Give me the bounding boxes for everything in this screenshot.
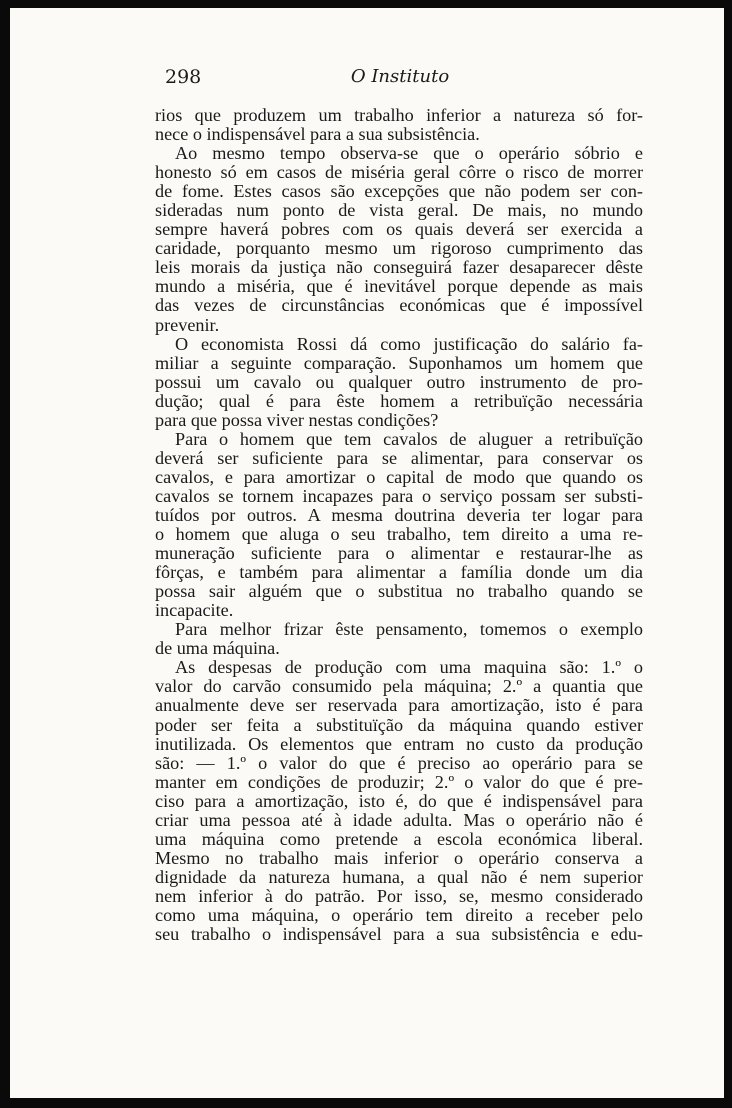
text-line: mundo a miséria, que é inevitável porque depende as mais [155,277,643,297]
text-line: ciso para a amortização, isto é, do que é indispensável para [155,791,643,811]
page-number: 298 [165,66,202,88]
text-line: poder ser feita a substituïção da máquina quando estiver [155,715,643,735]
text-line: tuídos por outros. A mesma doutrina deveria ter logar para [155,505,643,525]
text-line: possa sair alguém que o substitua no trabalho quando se [155,582,643,602]
text-line: nem inferior à do patrão. Por isso, se, mesmo considerado [155,886,643,906]
paragraph [155,106,643,144]
text-line: possui um cavalo ou qualquer outro instrumento de pro- [155,372,643,392]
text-line: Para melhor frizar êste pensamento, tomemos o exemplo [175,620,643,640]
text-line: muneração suficiente para o alimentar e restaurar-lhe as [155,544,643,564]
text-line: prevenir. [155,315,220,335]
text-line: cavalos, e para amortizar o capital de modo que quando os [155,467,643,487]
text-line: anualmente deve ser reservada para amortização, isto é para [155,696,643,716]
text-line: As despesas de produção com uma maquina são: 1.º o [175,658,643,678]
book-page [10,8,724,1098]
text-line: como uma máquina, o operário tem direito a receber pelo [155,905,643,925]
text-line: são: — 1.º o valor do que é preciso ao operário para se [155,753,643,773]
text-line: Ao mesmo tempo observa-se que o operário sóbrio e [175,144,643,164]
text-line: cavalos se tornem incapazes para o serviço possam ser substi- [155,486,643,506]
paragraph [155,658,643,944]
text-line: caridade, porquanto mesmo um rigoroso cumprimento das [155,239,643,259]
text-line: manter em condições de produzir; 2.º o valor do que é pre- [155,772,643,792]
running-title: O Instituto [350,66,450,87]
text-line: Para o homem que tem cavalos de aluguer a retribuïção [175,429,643,449]
text-line: sideradas num ponto de vista geral. De mais, no mundo [155,201,643,221]
text-line: leis morais da justiça não conseguirá fazer desaparecer dêste [155,258,643,278]
text-line: de fome. Estes casos são excepções que não podem ser con- [155,182,643,202]
text-line: deverá ser suficiente para se alimentar, para conservar os [155,448,643,468]
text-line: criar uma pessoa até à idade adulta. Mas o operário não é [155,810,643,830]
body-text [155,106,643,944]
text-line: rios que produzem um trabalho inferior a natureza só for- [155,106,643,125]
text-line: inutilizada. Os elementos que entram no custo da produção [155,734,643,754]
text-line: dignidade da natureza humana, a qual não é nem superior [155,867,643,887]
text-line: uma máquina como pretende a escola económica liberal. [155,829,643,849]
text-line: honesto só em casos de miséria geral côrre o risco de morrer [155,163,643,183]
text-line: seu trabalho o indispensável para a sua subsistência e edu- [155,925,643,945]
text-line: O economista Rossi dá como justificação do salário fa- [175,334,643,354]
text-line: de uma máquina. [155,639,280,659]
text-line: das vezes de circunstâncias económicas que é impossível [155,296,643,316]
text-line: fôrças, e também para alimentar a família donde um dia [155,563,643,583]
paragraph [155,430,643,620]
text-line: sempre haverá pobres com os quais deverá ser exercida a [155,220,643,240]
page-header [165,66,635,96]
paragraph [155,620,643,658]
text-line: dução; qual é para êste homem a retribuïção necessária [155,391,643,411]
text-line: o homem que aluga o seu trabalho, tem direito a uma re- [155,525,643,545]
text-line: valor do carvão consumido pela máquina; 2.º a quantia que [155,677,643,697]
paragraph [155,144,643,334]
text-line: miliar a seguinte comparação. Suponhamos um homem que [155,353,643,373]
text-line: Mesmo no trabalho mais inferior o operário conserva a [155,848,643,868]
paragraph [155,335,643,430]
text-line: incapacite. [155,601,234,621]
text-line: para que possa viver nestas condições? [155,410,439,430]
text-line: nece o indispensável para a sua subsistência. [155,125,480,145]
